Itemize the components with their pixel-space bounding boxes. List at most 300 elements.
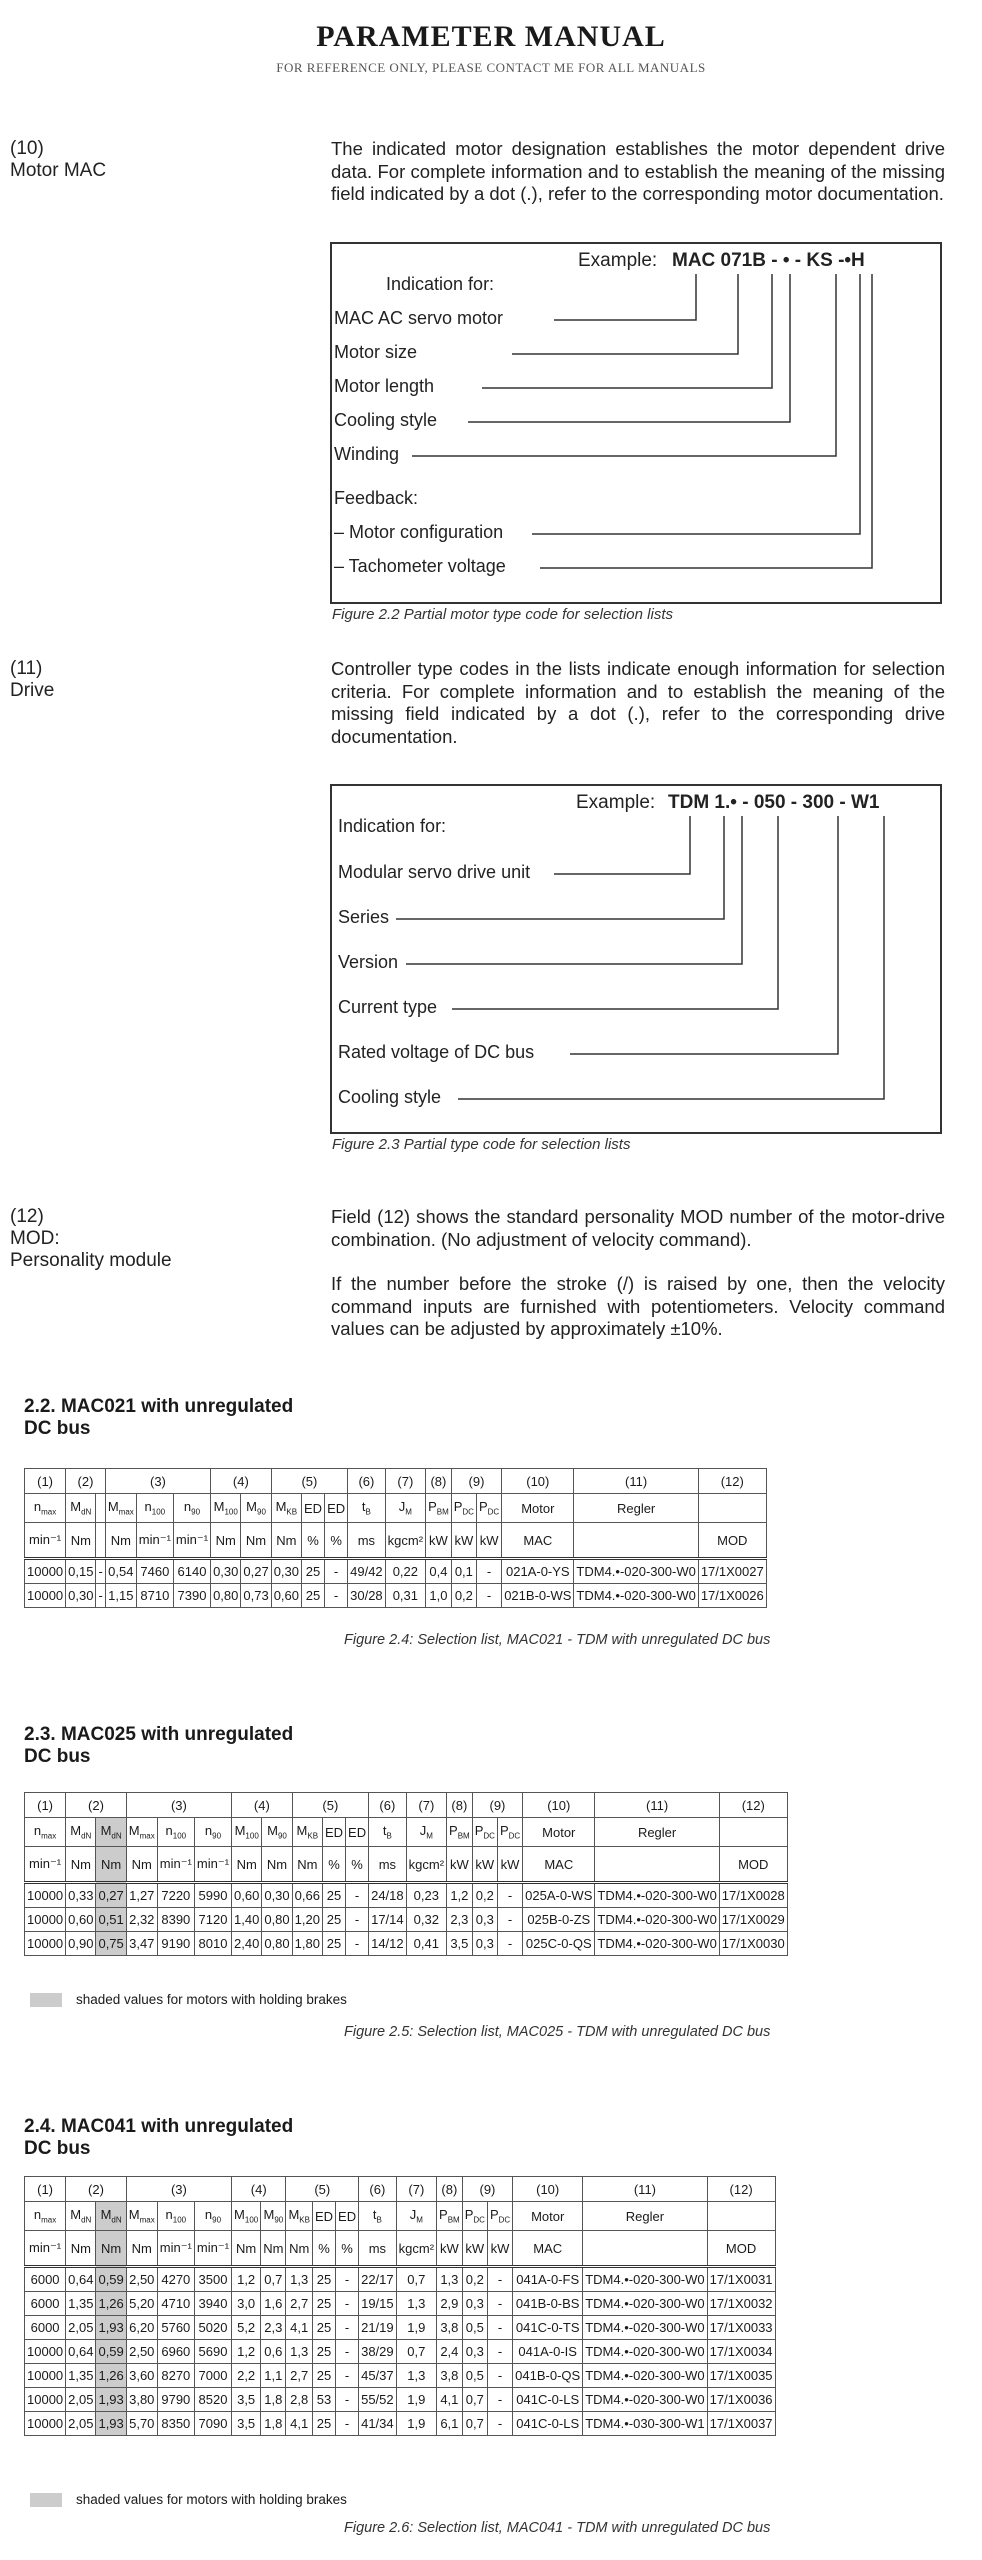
symbol-text: M [107,1499,119,1515]
symbol-text: ED [314,2208,334,2224]
table-cell: 0,32 [406,1908,446,1932]
table-cell: 0,30 [271,1559,301,1584]
column-unit: Nm [105,1523,136,1559]
column-group-number: (2) [66,2177,127,2202]
table-cell: 2,7 [286,2292,313,2316]
table-cell: - [487,2364,512,2388]
table-cell: 1,2 [232,2340,261,2364]
column-unit: Nm [232,2231,261,2267]
table-cell: 17/1X0032 [707,2292,775,2316]
table-cell: 0,30 [262,1883,292,1908]
table-cell: 9190 [157,1932,194,1956]
table-cell: 5760 [157,2316,194,2340]
table-cell: 041C-0-LS [513,2412,583,2436]
column-symbol [595,1818,719,1847]
table-cell: 0,51 [96,1908,126,1932]
section-12-header [10,1206,172,1272]
table-cell: 1,20 [292,1908,322,1932]
table-cell: 22/17 [359,2267,397,2292]
symbol-text: P [499,1823,509,1839]
table-cell: 021B-0-WS [502,1584,574,1608]
symbol-text: Regler [625,2208,665,2224]
column-group-number: (10) [513,2177,583,2202]
table-row [25,2388,776,2412]
column-unit [583,2231,707,2267]
symbol-subscript: 100 [172,1831,187,1841]
table-cell: 0,2 [462,2267,487,2292]
column-group-number: (5) [286,2177,359,2202]
table-cell: 0,7 [396,2267,436,2292]
table-cell: 2,3 [261,2316,286,2340]
symbol-text: M [267,1823,278,1839]
table-cell: - [325,1584,348,1608]
table-cell: 0,7 [396,2340,436,2364]
table-cell: 24/18 [369,1883,407,1908]
symbol-text: M [70,1499,82,1515]
symbol-text: ED [338,2208,357,2224]
table-cell: 1,3 [437,2267,463,2292]
table-cell: 2,7 [286,2364,313,2388]
table-cell: - [476,1559,501,1584]
table-cell: 17/1X0031 [707,2267,775,2292]
column-symbol [302,1494,325,1523]
symbol-subscript: 90 [191,1507,201,1517]
table-cell: 0,60 [271,1584,301,1608]
feedback-label: Feedback: [334,488,419,508]
symbol-text: n [183,1499,192,1515]
section-11-text: Controller type codes in the lists indicate enough information for selection criteria. For complete information and to establish the meaning of the missing field indicated by a dot (.), refer to the corresponding drive documentation. [331,658,945,747]
symbol-text: M [70,1823,82,1839]
section-number: (12) [10,1206,44,1227]
table-row [25,2340,776,2364]
table-cell: 17/1X0037 [707,2412,775,2436]
column-symbol [312,2202,335,2231]
table-cell: 1,3 [286,2267,313,2292]
table-cell: - [96,1559,105,1584]
table-cell: 8390 [157,1908,194,1932]
section-11-header [10,658,54,702]
column-unit [595,1847,719,1883]
column-group-number: (10) [523,1793,595,1818]
table-cell: 0,90 [66,1932,96,1956]
table-cell: 1,26 [96,2292,126,2316]
column-symbol [346,1818,369,1847]
symbol-text: Regler [637,1824,677,1840]
table-cell: 38/29 [359,2340,397,2364]
column-unit: min⁻¹ [25,1523,66,1559]
table-cell: - [96,1584,105,1608]
table-cell: 4,1 [286,2316,313,2340]
column-symbol [25,1818,66,1847]
table-cell: TDM4.•-020-300-W0 [583,2364,707,2388]
table-cell: 7120 [194,1908,231,1932]
table-row [25,1932,788,1956]
table-cell: TDM4.•-030-300-W1 [583,2412,707,2436]
section-10-header [10,138,106,182]
column-group-number: (8) [447,1793,473,1818]
example-label: Example: [576,792,656,813]
symbol-subscript: KB [286,1507,298,1517]
column-unit: min⁻¹ [173,1523,210,1559]
column-symbol [136,1494,173,1523]
table-cell: 17/1X0030 [719,1932,787,1956]
column-unit: Nm [262,1847,292,1883]
symbol-subscript: max [139,2215,155,2225]
table-cell: 2,2 [232,2364,261,2388]
table-cell: 0,30 [211,1559,241,1584]
column-symbol [105,1494,136,1523]
section-number: (10) [10,138,44,159]
symbol-subscript: 90 [274,2215,284,2225]
column-unit: min⁻¹ [25,1847,66,1883]
table-cell: 10000 [25,2412,66,2436]
column-symbol [396,2202,436,2231]
column-symbol [96,1494,105,1523]
table-cell: 0,64 [66,2267,96,2292]
table-cell: 3,5 [447,1932,473,1956]
table-cell: TDM4.•-020-300-W0 [595,1932,719,1956]
table-row [25,1559,767,1584]
table-cell: 0,33 [66,1883,96,1908]
table-cell: 041B-0-QS [513,2364,583,2388]
section-10-text: The indicated motor designation establishes the motor dependent drive data. For complete information and to establish the meaning of the missing field indicated by a dot (.), refer to the corresponding motor documentation. [331,138,945,204]
column-symbol [25,1494,66,1523]
column-symbol [262,1818,292,1847]
symbol-subscript: B [376,2215,382,2225]
table-cell: 0,27 [96,1883,126,1908]
column-symbol [707,2202,775,2231]
column-unit: Nm [271,1523,301,1559]
column-symbol [25,2202,66,2231]
column-symbol [261,2202,286,2231]
column-symbol [157,1818,194,1847]
table-cell: 17/1X0034 [707,2340,775,2364]
code-item: Motor length [334,376,435,396]
column-group-number: (7) [385,1469,425,1494]
indication-label: Indication for: [386,274,495,294]
symbol-text: t [361,1499,366,1515]
table-cell: TDM4.•-020-300-W0 [574,1559,698,1584]
table-cell: 4,1 [286,2412,313,2436]
table-cell: 1,93 [96,2388,126,2412]
symbol-subscript: DC [483,1831,495,1841]
table-cell: 1,9 [396,2412,436,2436]
table-cell: 1,6 [261,2292,286,2316]
table-cell: 041B-0-BS [513,2292,583,2316]
symbol-subscript: 100 [151,1507,166,1517]
column-symbol [66,1494,96,1523]
column-symbol [96,1818,126,1847]
code-item: Version [338,952,399,972]
table-cell: 1,2 [447,1883,473,1908]
table-cell: 0,15 [66,1559,96,1584]
symbol-text: J [398,1499,406,1515]
column-symbol [241,1494,271,1523]
column-symbol [157,2202,194,2231]
table-cell: 10000 [25,1559,66,1584]
table-cell: 1,3 [396,2364,436,2388]
table-cell: 1,15 [105,1584,136,1608]
table-cell: 10000 [25,1584,66,1608]
table-cell: TDM4.•-020-300-W0 [583,2388,707,2412]
table-cell: 0,64 [66,2340,96,2364]
table-cell: 1,8 [261,2388,286,2412]
column-symbol [451,1494,476,1523]
symbol-subscript: 100 [244,2215,259,2225]
table-cell: 0,23 [406,1883,446,1908]
column-symbol [369,1818,407,1847]
heading-line: 2.3. MAC025 with unregulated [24,1724,294,1745]
column-unit: ms [359,2231,397,2267]
table-cell: 7220 [157,1883,194,1908]
table-cell: TDM4.•-020-300-W0 [583,2292,707,2316]
table-cell: 0,5 [462,2316,487,2340]
table-cell: 8710 [136,1584,173,1608]
table-cell: 0,2 [472,1883,497,1908]
table-cell: 53 [312,2388,335,2412]
table-cell: - [487,2412,512,2436]
table-cell: 8520 [194,2388,231,2412]
column-group-number: (5) [271,1469,347,1494]
table-cell: - [336,2364,359,2388]
table-cell: 25 [322,1908,345,1932]
table-cell: 021A-0-YS [502,1559,574,1584]
column-symbol [385,1494,425,1523]
table-cell: - [476,1584,501,1608]
column-unit: % [322,1847,345,1883]
table-cell: 1,8 [261,2412,286,2436]
symbol-text: J [409,2207,417,2223]
column-symbol [286,2202,313,2231]
table-cell: 2,50 [126,2340,157,2364]
table-cell: 0,66 [292,1883,322,1908]
table-cell: 1,93 [96,2412,126,2436]
column-unit: min⁻¹ [157,2231,194,2267]
column-group-number: (9) [462,2177,512,2202]
column-unit: ms [348,1523,386,1559]
selection-table [24,1792,788,1956]
table-row [25,2267,776,2292]
symbol-text: P [464,2207,474,2223]
table-cell: 025B-0-ZS [523,1908,595,1932]
symbol-text: t [372,2207,377,2223]
table-cell: 10000 [25,2388,66,2412]
table-cell: 49/42 [348,1559,386,1584]
symbol-subscript: BM [457,1831,470,1841]
symbol-text: M [128,1823,140,1839]
column-group-number: (4) [232,1793,293,1818]
column-group-number: (1) [25,1793,66,1818]
table-cell: 0,22 [385,1559,425,1584]
code-item: Series [338,907,390,927]
symbol-text: M [128,2207,140,2223]
table-cell: 025A-0-WS [523,1883,595,1908]
symbol-text: n [33,1823,42,1839]
figure-caption: Figure 2.5: Selection list, MAC025 - TDM with unregulated DC bus [344,2024,771,2040]
table-cell: - [346,1908,369,1932]
table-cell: - [336,2267,359,2292]
heading-line: 2.4. MAC041 with unregulated [24,2116,294,2137]
heading-line: DC bus [24,2138,91,2159]
table-cell: 3,0 [232,2292,261,2316]
section-name: Drive [10,680,55,701]
column-group-number: (2) [66,1469,106,1494]
column-symbol [523,1818,595,1847]
column-symbol [66,1818,96,1847]
section-number: (11) [10,658,43,679]
table-cell: - [336,2316,359,2340]
table-cell: 0,27 [241,1559,271,1584]
column-unit: ms [369,1847,407,1883]
column-symbol [359,2202,397,2231]
table-cell: 3500 [194,2267,231,2292]
symbol-text: ED [304,1500,323,1516]
table-row [25,2292,776,2316]
column-group-number: (9) [451,1469,501,1494]
table-cell: 3,8 [437,2316,463,2340]
table-cell: 041C-0-LS [513,2388,583,2412]
table-cell: 7460 [136,1559,173,1584]
table-cell: 0,75 [96,1932,126,1956]
table-cell: 25 [312,2316,335,2340]
column-unit: kW [447,1847,473,1883]
symbol-subscript: 90 [277,1831,287,1841]
column-unit: % [346,1847,369,1883]
table-cell: - [497,1883,522,1908]
symbol-text: n [165,2207,173,2223]
column-unit: kW [437,2231,463,2267]
column-group-number: (4) [211,1469,272,1494]
symbol-subscript: M [426,1831,433,1841]
column-unit: kgcm² [396,2231,436,2267]
symbol-text: M [246,1499,257,1515]
column-group-number: (1) [25,2177,66,2202]
table-row [25,1883,788,1908]
section-name: Motor MAC [10,160,107,181]
column-symbol [447,1818,473,1847]
column-symbol [574,1494,698,1523]
column-symbol [292,1818,322,1847]
column-group-number: (12) [698,1469,766,1494]
table-cell: - [336,2292,359,2316]
table-cell: 3,5 [232,2388,261,2412]
table-cell: 1,40 [232,1908,262,1932]
table-cell: 2,05 [66,2316,96,2340]
symbol-text: ED [324,1824,344,1840]
table-cell: 17/1X0035 [707,2364,775,2388]
table-cell: 8350 [157,2412,194,2436]
table-cell: 0,2 [451,1584,476,1608]
selection-table [24,1468,767,1608]
table-cell: 25 [312,2340,335,2364]
table-cell: 10000 [25,1908,66,1932]
symbol-subscript: dN [81,2215,92,2225]
leader-lines [332,244,940,602]
column-unit: kW [451,1523,476,1559]
symbol-text: P [449,1823,458,1839]
section-name: Personality module [10,1250,172,1271]
table-cell: 10000 [25,2364,66,2388]
column-symbol [194,2202,231,2231]
table-cell: 0,80 [262,1908,292,1932]
table-cell: 6000 [25,2316,66,2340]
column-symbol [698,1494,766,1523]
table-cell: 17/1X0029 [719,1908,787,1932]
shading-legend [30,1992,347,2007]
example-code: MAC 071B - • - KS -•H [672,250,865,271]
symbol-text: Motor [531,2208,565,2224]
page-subtitle: FOR REFERENCE ONLY, PLEASE CONTACT ME FOR ALL MANUALS [276,60,706,75]
figure-caption: Figure 2.3 Partial type code for selection lists [332,1136,631,1153]
figure-caption: Figure 2.4: Selection list, MAC021 - TDM with unregulated DC bus [344,1632,771,1648]
column-unit: kgcm² [406,1847,446,1883]
symbol-text: P [478,1499,488,1515]
table-cell: 45/37 [359,2364,397,2388]
table-cell: 17/1X0036 [707,2388,775,2412]
symbol-subscript: 100 [172,2215,187,2225]
column-group-number: (10) [502,1469,574,1494]
symbol-text: n [165,1823,173,1839]
column-symbol [348,1494,386,1523]
column-unit: Nm [66,2231,96,2267]
section-heading [24,1724,293,1768]
table-cell: 10000 [25,2340,66,2364]
symbol-text: n [33,2207,42,2223]
column-symbol [126,2202,157,2231]
symbol-subscript: 90 [212,1831,222,1841]
column-group-number: (6) [369,1793,407,1818]
column-unit: Nm [66,1523,96,1559]
table-cell: 0,4 [426,1559,452,1584]
symbol-subscript: 100 [245,1831,259,1841]
table-cell: 5,70 [126,2412,157,2436]
symbol-text: M [213,1499,225,1515]
code-item: Winding [334,444,400,464]
section-name: MOD: [10,1228,60,1249]
column-symbol [211,1494,241,1523]
table-cell: - [336,2412,359,2436]
table-cell: 6,1 [437,2412,463,2436]
example-code: TDM 1.• - 050 - 300 - W1 [668,792,880,813]
table-cell: 14/12 [369,1932,407,1956]
table-cell: 5020 [194,2316,231,2340]
section-heading [24,2116,293,2160]
table-cell: 1,0 [426,1584,452,1608]
column-symbol [336,2202,359,2231]
table-cell: 17/1X0027 [698,1559,766,1584]
table-cell: 6,20 [126,2316,157,2340]
heading-line: 2.2. MAC021 with unregulated [24,1396,294,1417]
table-cell: 2,32 [126,1908,157,1932]
table-cell: 3,60 [126,2364,157,2388]
symbol-text: M [100,1823,112,1839]
table-cell: 3,5 [232,2412,261,2436]
column-unit: MOD [698,1523,766,1559]
column-unit: MOD [719,1847,787,1883]
code-item: Rated voltage of DC bus [338,1042,535,1062]
symbol-text: M [234,1823,246,1839]
table-cell: - [336,2340,359,2364]
symbol-subscript: dN [81,1507,92,1517]
table-cell: TDM4.•-020-300-W0 [574,1584,698,1608]
column-symbol [513,2202,583,2231]
code-item: Cooling style [334,410,438,430]
table-cell: 25 [322,1883,345,1908]
table-cell: TDM4.•-020-300-W0 [583,2267,707,2292]
column-symbol [583,2202,707,2231]
table-cell: TDM4.•-020-300-W0 [583,2316,707,2340]
column-unit [574,1523,698,1559]
